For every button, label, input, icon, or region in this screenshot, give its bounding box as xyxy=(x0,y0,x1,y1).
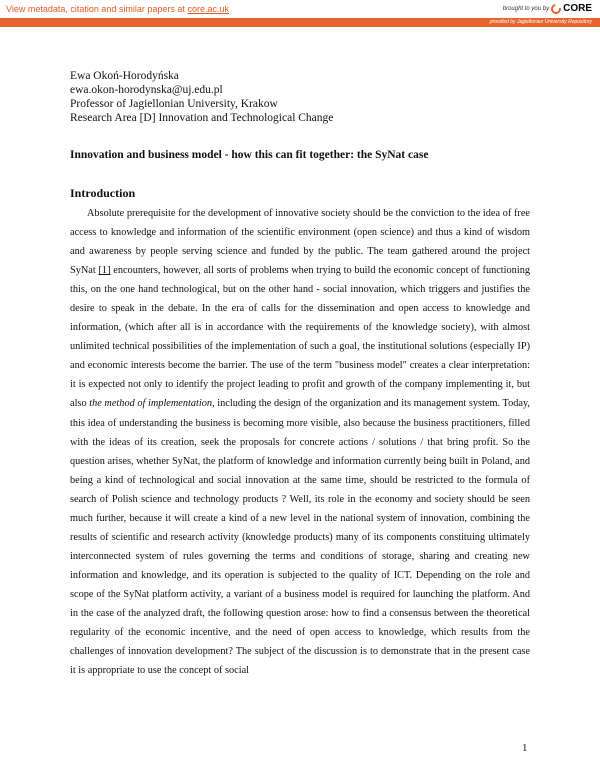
paragraph-part-2: encounters, however, all sorts of problems when trying to build the economic concept of functioning this, on the one hand technological, but on the other hand - social innovation, which triggers and justifies the desire to speak in the debate. In the era of calls for the dissemination and open access to knowledge and information, (which after all is in accordance with the requirements of the knowledge society), with almost unlimited technical possibilities of the implementation of such a goal, the institutional solutions (especially IP) and economic interests become the barrier. The use of the term "business model" creates a clear interpretation: it is expected not only to identify the project leading to profit and growth of the company implementing it, but also xyxy=(70,265,530,410)
brought-to-you-by[interactable] xyxy=(503,3,592,14)
core-metadata-link[interactable] xyxy=(6,4,229,14)
author-research-area: Research Area [D] Innovation and Technological Change xyxy=(70,112,334,124)
introduction-body xyxy=(70,204,530,680)
paragraph-part-3: , including the design of the organization and its management system. Today, this idea of understanding the business is becoming more visible, also because the business practitioners, filled with the ideas of its creation, seek the proposals for concrete actions / solutions / that bring profit. So the question arises, whether SyNat, the platform of knowledge and information currently being built in Poland, and being a kind of technological and social innovation at the same time, should be restricted to the formula of search of Polish science and technology products ? Well, its role in the economy and society should be seen much further, because it will create a kind of a new level in the national system of innovation, combining the results of scientific and research activity (knowledge products) many of its components constituing ultimately interconnected system of rules governing the terms and conditions of storage, sharing and creating new information and knowledge, and its operation is subjected to the quality of ICT. Depending on the role and scope of the SyNat platform activity, a variant of a business model is required for launching the platform. And in the case of the analyzed draft, the following question arose: how to find a consensus between the theoretical regularity of the economic incentive, and the need of open access to knowledge, which results from the challenges of innovation development? The subject of the discussion is to demonstrate that in the present case it is appropriate to use the concept of social xyxy=(70,398,530,677)
core-link-prefix: View metadata, citation and similar papers at xyxy=(6,4,188,14)
provided-by-strip xyxy=(0,18,600,27)
author-position: Professor of Jagiellonian University, Krakow xyxy=(70,98,278,110)
core-logo-icon xyxy=(551,4,561,14)
core-banner xyxy=(0,0,600,30)
page-number: 1 xyxy=(522,742,528,754)
author-block xyxy=(70,69,333,125)
italic-phrase: the method of implementation xyxy=(89,398,213,410)
paragraph xyxy=(70,204,530,680)
core-link-anchor[interactable]: core.ac.uk xyxy=(187,4,229,14)
paper-title: Innovation and business model - how this can fit together: the SyNat case xyxy=(70,149,429,161)
brought-by-label: brought to you by xyxy=(502,5,550,12)
section-heading: Introduction xyxy=(70,186,136,200)
core-logo-text: CORE xyxy=(563,3,592,14)
author-email: ewa.okon-horodynska@uj.edu.pl xyxy=(70,84,223,96)
provided-by-text: provided by Jagiellonian University Repository xyxy=(489,19,592,25)
author-name: Ewa Okoń-Horodyńska xyxy=(70,70,179,82)
reference-link[interactable]: [1] xyxy=(98,265,111,277)
core-logo[interactable] xyxy=(551,3,592,14)
paragraph-part-1: Absolute prerequisite for the development of innovative society should be the conviction to the idea of free access to knowledge and information of the scientific environment (open science) and thus a kind of wisdom and awareness by people serving science and funded by the public. The team gathered around the project SyNat xyxy=(70,208,530,277)
